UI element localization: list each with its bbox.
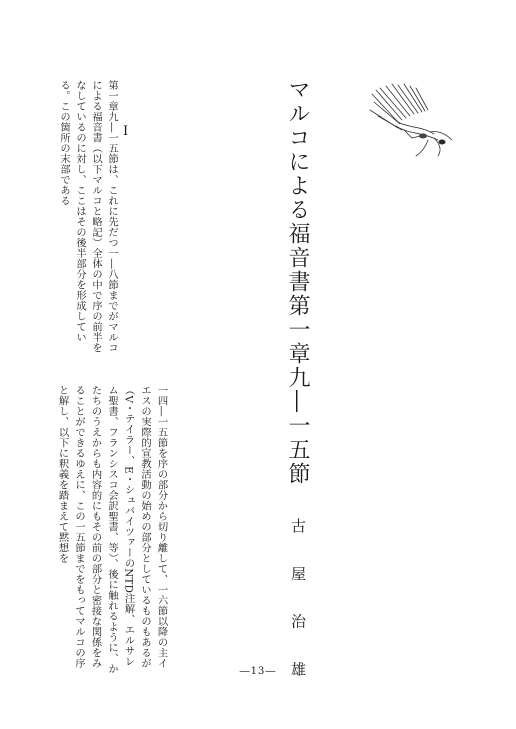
author-name: 古 屋 治 雄 <box>289 518 307 691</box>
body-paragraph-bottom <box>54 385 170 675</box>
page-number: ―13― <box>239 666 277 677</box>
paragraph-text: 第一章九―一五節は、これに先だつ一―八節までがマルコによる福音書（以下マルコと略記）全体の中で序の前半をなしているのに対し、ここはその後半部分を形成している。この箇所の末部である <box>58 80 118 353</box>
paragraph-text: 一四―一五節を序の部分から切り離して、一六節以降の主イエスの実際的宣教活動の始めの部分としているものもあるが（V・テイラー、E・シュバイツァーのNTD注解、エルサレム聖書、フランシスコ会訳聖書、等）、後に触れるように、かたちのうえからも内容的にもその前の部分と密接な関係をみることができるゆえに、この一五節までをもってマルコの序と解し、以下に釈義を踏まえて黙想を <box>56 385 168 674</box>
section-number: I <box>123 124 129 139</box>
article-title: マルコによる福音書第一章九―一五節 <box>285 78 310 486</box>
bird-sketch-icon <box>368 82 456 164</box>
body-paragraph-top <box>56 80 120 362</box>
